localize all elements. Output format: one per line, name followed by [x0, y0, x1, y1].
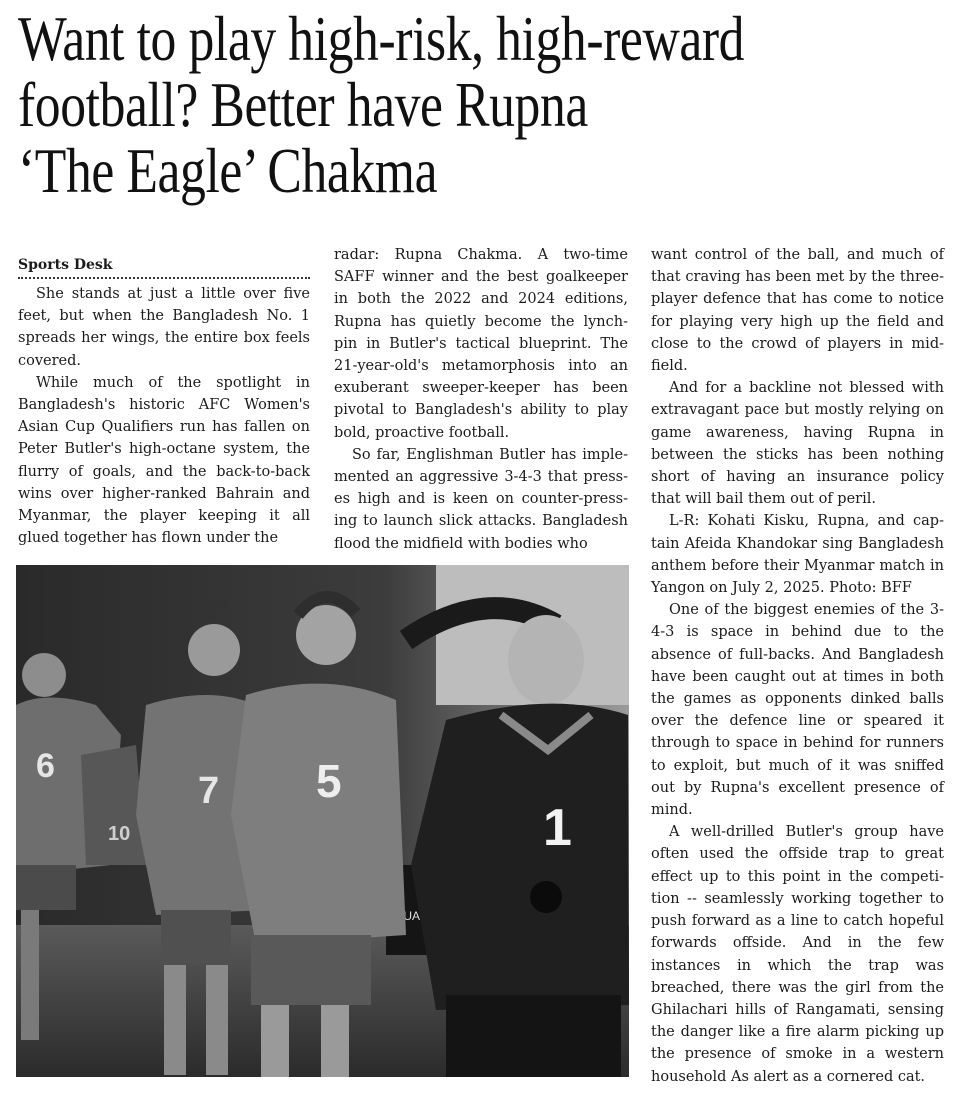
- paragraph: want control of the ball, and much of that craving has been met by the three-player defence that has come to notice for playing very high up the field and close to the crowd of players in mid-field.: [651, 247, 944, 375]
- paragraph: radar: Rupna Chakma. A two-time SAFF winner and the best goalkeeper in both the 2022 and 2024 editions, Rupna has quietly become the lynch-pin in Butler's tactical blueprint. The 21-year-old's metamorphosis into an exuberant sweeper-keeper has been pivotal to Bangladesh's ability to play bold, proactive football.: [334, 247, 628, 441]
- paragraph: So far, Englishman Butler has imple-mented an aggressive 3-4-3 that press-es high and is keen on counter-press-ing to launch slick attacks. Bangladesh flood the midfield with bodies who: [334, 446, 628, 552]
- photo-caption: L-R: Kohati Kisku, Rupna, and cap-tain Afeida Khandokar sing Bangladesh anthem before their Myanmar match in Yangon on July 2, 2025. Photo: BFF: [651, 513, 944, 597]
- paragraph: A well-drilled Butler's group have often used the offside trap to great effect up to this point in the competi-tion -- seamlessly working together to push forward as a line to catch hopeful forwards offside. And in the few instances in which the trap was breached, there was the girl from the Ghilachari hills of Rangamati, sensing the danger like a fire alarm picking up the presence of smoke in a western household As alert as a cornered cat.: [651, 824, 944, 1085]
- paragraph: While much of the spotlight in Bangladesh's historic AFC Women's Asian Cup Qualifiers run has fallen on Peter Butler's high-octane system, the flurry of goals, and the back-to-back wins over higher-ranked Bahrain and Myanmar, the player keeping it all glued together has flown under the: [18, 374, 310, 547]
- jersey-number-10: 10: [108, 823, 131, 845]
- jersey-number-5: 5: [316, 755, 342, 807]
- jersey-number-7: 7: [198, 770, 220, 812]
- headline-line-3: ‘The Eagle’ Chakma: [18, 136, 438, 206]
- article-column-3: [651, 244, 944, 1088]
- paragraph: She stands at just a little over five feet, but when the Bangladesh No. 1 spreads her wings, the entire box feels covered.: [18, 286, 310, 369]
- paragraph: One of the biggest enemies of the 3-4-3 is space in behind due to the absence of full-backs. And Bangladesh have been caught out at times in both the games as opponents dinked balls over the defence line or speared it through to space in behind for runners to exploit, but much of it was sniffed out by Rupna's excellent presence of mind.: [651, 602, 944, 819]
- jersey-number-1: 1: [543, 799, 572, 857]
- headline-line-1: Want to play high-risk, high-reward: [18, 4, 745, 74]
- player-10: [81, 745, 146, 865]
- byline: Sports Desk: [18, 255, 310, 279]
- paragraph: And for a backline not blessed with extravagant pace but mostly relying on game awareness, having Rupna in between the sticks has been nothing short of having an insurance policy that will bail them out of peril.: [651, 380, 944, 508]
- article-column-2: [334, 244, 628, 555]
- team-photo: [16, 565, 629, 1077]
- headline-line-2: football? Better have Rupna: [18, 70, 588, 140]
- article-column-1: [18, 255, 310, 549]
- jersey-number-6: 6: [36, 747, 55, 785]
- headline: [18, 6, 781, 204]
